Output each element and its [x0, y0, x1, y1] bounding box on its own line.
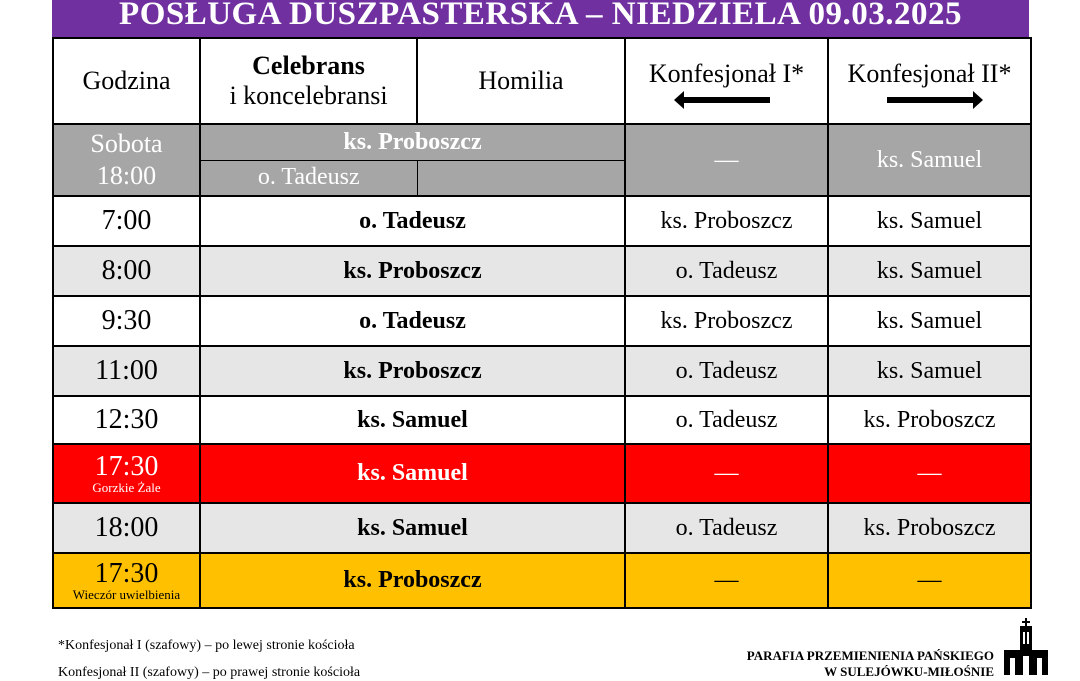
- time-note: Gorzkie Żale: [92, 479, 161, 495]
- table-row: [53, 444, 1031, 503]
- time-cell: [53, 396, 200, 444]
- saturday-hour: 18:00: [96, 161, 157, 190]
- table-row: [53, 196, 1031, 246]
- church-logo-icon: [1002, 618, 1052, 675]
- schedule-table: [52, 37, 1032, 609]
- konf2-cell: ks. Samuel: [828, 196, 1031, 246]
- koncelebransi-label: i koncelebransi: [229, 81, 388, 110]
- time-text: 18:00: [94, 512, 159, 543]
- time-text: 7:00: [101, 205, 152, 236]
- konf1-cell: o. Tadeusz: [625, 396, 828, 444]
- celebrans-cell: o. Tadeusz: [200, 196, 625, 246]
- time-text: 9:30: [101, 305, 152, 336]
- table-row: [53, 246, 1031, 296]
- konf2-cell: ks. Proboszcz: [828, 396, 1031, 444]
- page-title: POSŁUGA DUSZPASTERSKA – NIEDZIELA 09.03.2025: [52, 0, 1029, 37]
- arrow-right-icon: [887, 97, 973, 103]
- saturday-row: [53, 124, 1031, 160]
- time-text: 12:30: [94, 404, 159, 435]
- konf1-cell: o. Tadeusz: [625, 503, 828, 553]
- time-cell: [53, 503, 200, 553]
- header-celebrans: [200, 38, 417, 124]
- table-row: [53, 296, 1031, 346]
- time-text: 11:00: [95, 355, 158, 386]
- header-konf1: [625, 38, 828, 124]
- table-row: [53, 553, 1031, 608]
- time-cell: [53, 346, 200, 396]
- konf2-cell: ks. Samuel: [828, 296, 1031, 346]
- table-row: [53, 503, 1031, 553]
- time-cell: [53, 553, 200, 608]
- arrow-left-icon: [684, 97, 770, 103]
- celebrans-cell: ks. Proboszcz: [200, 246, 625, 296]
- konf1-cell: ks. Proboszcz: [625, 196, 828, 246]
- table-row: [53, 396, 1031, 444]
- konf2-cell: —: [828, 553, 1031, 608]
- time-text: 8:00: [101, 255, 152, 286]
- footnote-1: *Konfesjonał I (szafowy) – po lewej stronie kościoła: [58, 638, 355, 653]
- parish-name: [738, 648, 994, 680]
- time-text: 17:30: [94, 557, 159, 589]
- table-row: [53, 346, 1031, 396]
- konf1-cell: o. Tadeusz: [625, 246, 828, 296]
- celebrans-cell: ks. Samuel: [200, 396, 625, 444]
- saturday-koncelebrans: o. Tadeusz: [200, 160, 417, 196]
- saturday-celebrans: ks. Proboszcz: [200, 124, 625, 160]
- konf2-cell: —: [828, 444, 1031, 503]
- saturday-konf1: —: [625, 124, 828, 196]
- konf1-cell: o. Tadeusz: [625, 346, 828, 396]
- header-godzina: Godzina: [53, 38, 200, 124]
- parish-line1: PARAFIA PRZEMIENIENIA PAŃSKIEGO: [746, 648, 994, 663]
- konf2-label: Konfesjonał II*: [847, 59, 1012, 88]
- time-cell: [53, 196, 200, 246]
- time-cell: [53, 296, 200, 346]
- konf1-cell: —: [625, 553, 828, 608]
- celebrans-cell: ks. Proboszcz: [200, 553, 625, 608]
- header-row: [53, 38, 1031, 124]
- time-note: Wieczór uwielbienia: [72, 586, 181, 602]
- celebrans-label: Celebrans: [252, 51, 365, 80]
- konf1-cell: —: [625, 444, 828, 503]
- celebrans-cell: ks. Samuel: [200, 444, 625, 503]
- konf1-label: Konfesjonał I*: [648, 59, 805, 88]
- saturday-time: [53, 124, 200, 196]
- header-homilia: Homilia: [417, 38, 625, 124]
- konf2-cell: ks. Proboszcz: [828, 503, 1031, 553]
- saturday-homilia: [417, 160, 625, 196]
- konf1-cell: ks. Proboszcz: [625, 296, 828, 346]
- time-cell: [53, 444, 200, 503]
- header-konf2: [828, 38, 1031, 124]
- parish-line2: W SULEJÓWKU-MIŁOŚNIE: [824, 664, 994, 679]
- celebrans-cell: o. Tadeusz: [200, 296, 625, 346]
- footnote-2: Konfesjonał II (szafowy) – po prawej stronie kościoła: [58, 665, 361, 680]
- celebrans-cell: ks. Proboszcz: [200, 346, 625, 396]
- time-cell: [53, 246, 200, 296]
- saturday-konf2: ks. Samuel: [828, 124, 1031, 196]
- celebrans-cell: ks. Samuel: [200, 503, 625, 553]
- saturday-day: Sobota: [90, 129, 163, 158]
- time-text: 17:30: [94, 450, 159, 482]
- konf2-cell: ks. Samuel: [828, 346, 1031, 396]
- konf2-cell: ks. Samuel: [828, 246, 1031, 296]
